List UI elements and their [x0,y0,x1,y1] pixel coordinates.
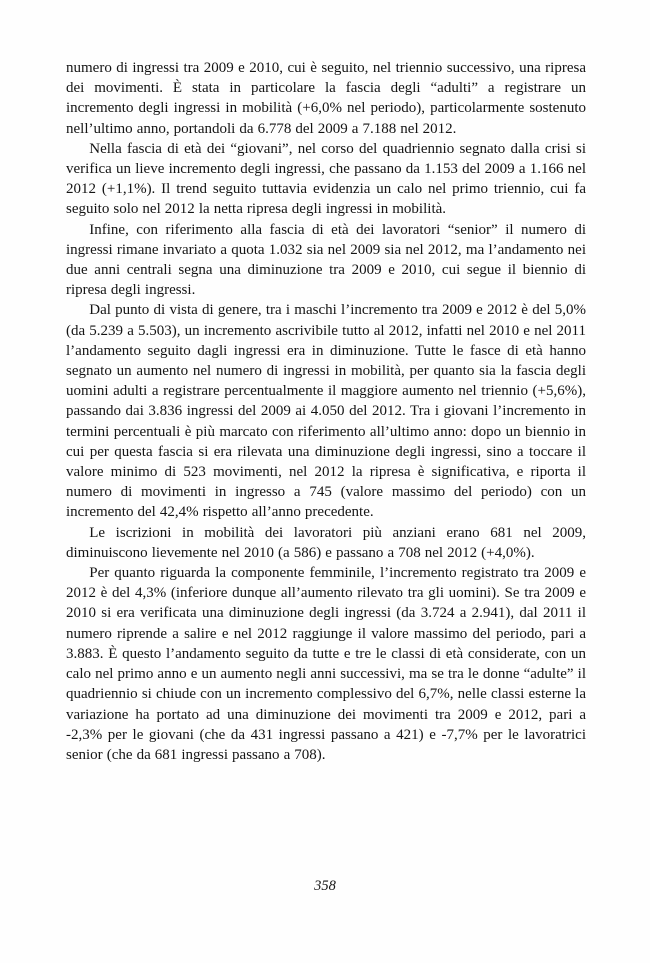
page-body [66,58,586,765]
body-paragraph-4: Dal punto di vista di genere, tra i maschi l’incremento tra 2009 e 2012 è del 5,0% (da 5.239 a 5.503), un incremento ascrivibile tutto al 2012, infatti nel 2010 e nel 2011 l’andamento seguito dagli ingressi era in diminuzione. Tutte le fasce di età hanno segnato un aumento nel numero di ingressi in mobilità, per quanto sia la fascia degli uomini adulti a registrare percentualmente il maggiore aumento nel triennio (+5,6%), passando dai 3.836 ingressi del 2009 ai 4.050 del 2012. Tra i giovani l’incremento in termini percentuali è più marcato con riferimento all’ultimo anno: dopo un biennio in cui per questa fascia si era rilevata una diminuzione degli ingressi, sino a toccare il valore minimo di 523 movimenti, nel 2012 la ripresa è significativa, e riporta il numero di movimenti in ingresso a 745 (valore massimo del periodo) con un incremento del 42,4% rispetto all’anno precedente. [66,302,586,521]
body-paragraph-1: numero di ingressi tra 2009 e 2010, cui è seguito, nel triennio successivo, una ripresa dei movimenti. È stata in particolare la fascia degli “adulti” a registrare un incremento degli ingressi in mobilità (+6,0% nel periodo), particolarmente sostenuto nell’ultimo anno, portandoli da 6.778 del 2009 a 7.188 nel 2012. [66,60,586,137]
body-paragraph-3: Infine, con riferimento alla fascia di età dei lavoratori “senior” il numero di ingressi rimane invariato a quota 1.032 sia nel 2009 sia nel 2012, ma l’andamento nei due anni centrali segna una diminuzione tra 2009 e 2010, cui segue il biennio di ripresa degli ingressi. [66,221,586,299]
body-paragraph-2: Nella fascia di età dei “giovani”, nel corso del quadriennio segnato dalla crisi si verifica un lieve incremento degli ingressi, che passano da 1.153 del 2009 a 1.166 nel 2012 (+1,1%). Il trend seguito tuttavia evidenzia un calo nel primo triennio, cui fa seguito solo nel 2012 la netta ripresa degli ingressi in mobilità. [66,140,586,218]
body-paragraph-6: Per quanto riguarda la componente femminile, l’incremento registrato tra 2009 e 2012 è del 4,3% (inferiore dunque all’aumento rilevato tra gli uomini). Se tra 2009 e 2010 si era verificata una diminuzione degli ingressi (da 3.724 a 2.941), dal 2011 il numero riprende a salire e nel 2012 raggiunge il valore massimo del periodo, pari a 3.883. È questo l’andamento seguito da tutte e tre le classi di età considerate, con un calo nel primo anno e un aumento negli anni successivi, ma se tra le donne “adulte” il quadriennio si chiude con un incremento complessivo del 6,7%, nelle classi esterne la variazione ha portato ad una diminuzione dei movimenti tra 2009 e 2012, pari a -2,3% per le giovani (che da 431 ingressi passano a 421) e -7,7% per le lavoratrici senior (che da 681 ingressi passano a 708). [66,565,586,763]
page-number: 358 [314,878,336,894]
body-paragraph-5: Le iscrizioni in mobilità dei lavoratori più anziani erano 681 nel 2009, diminuiscono lievemente nel 2010 (a 586) e passano a 708 nel 2012 (+4,0%). [66,524,586,561]
